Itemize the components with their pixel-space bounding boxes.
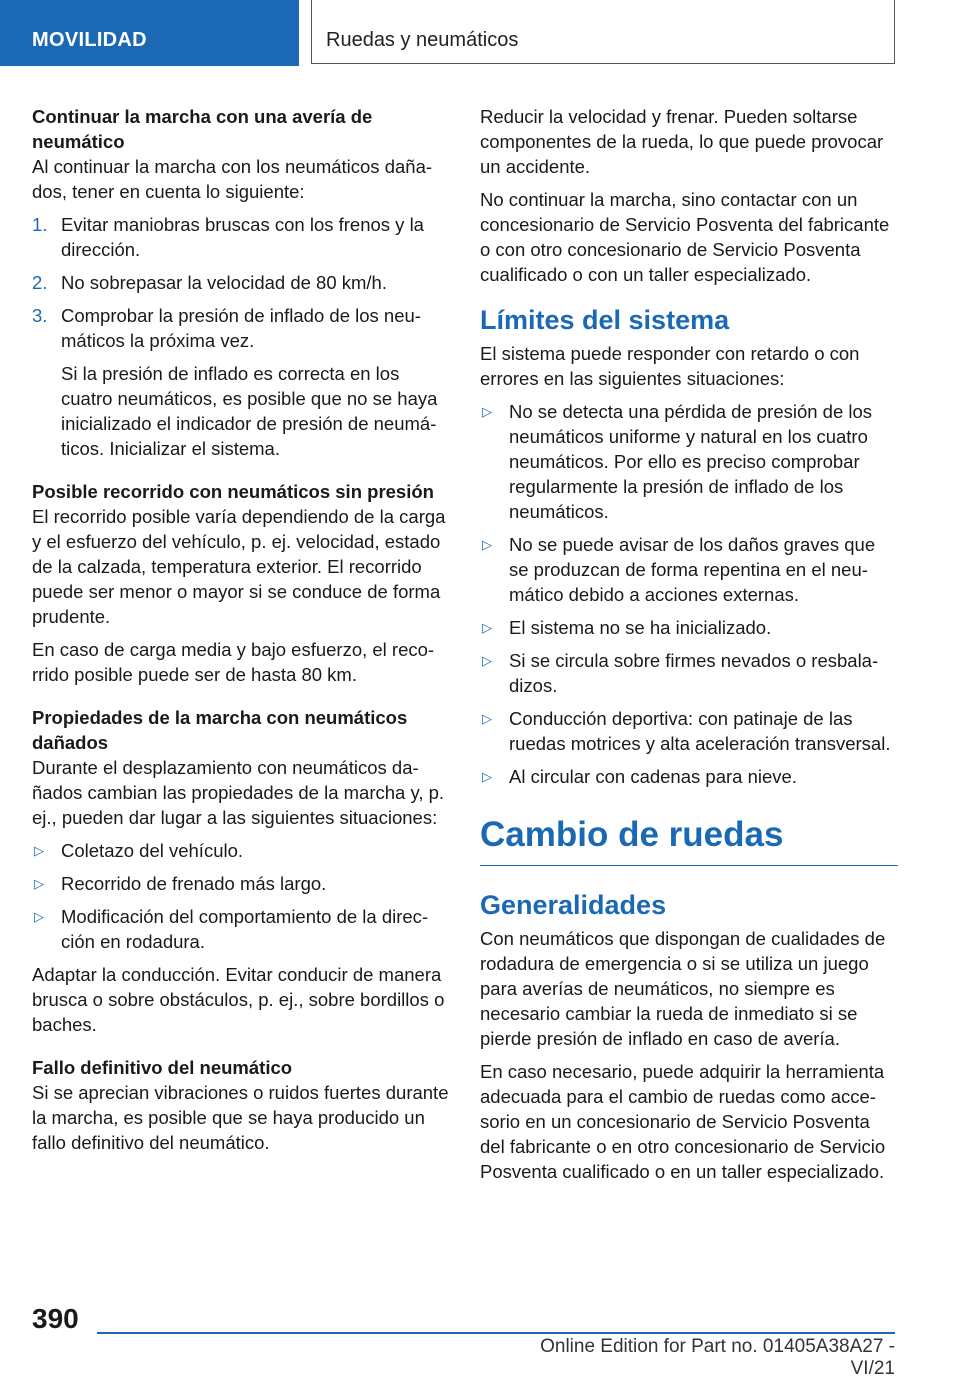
triangle-bullet-icon: ▷ (482, 537, 492, 552)
list-item (32, 212, 450, 262)
paragraph: El sistema puede responder con retardo o con errores en las siguientes situaciones: (480, 343, 860, 389)
paragraph: El recorrido posible varía dependiendo de la carga y el esfuerzo del vehículo, p. ej. velocidad, estado de la calzada, temperatura exterior. El recorrido puede ser menor o mayor si se conduce de forma prudente. (32, 506, 446, 627)
chapter-title: Ruedas y neumáticos (326, 29, 519, 51)
bullet-text: No se puede avisar de los daños graves que se produzcan de forma repentina en el neumático debido a acciones externas. (509, 534, 876, 605)
subheading-flat-tire-range: Posible recorrido con neumáticos sin presión (32, 481, 434, 502)
chapter-box (311, 0, 895, 64)
bullet-text: Si se circula sobre firmes nevados o resbaladizos. (509, 650, 879, 696)
bullet-text: Modificación del comportamiento de la dirección en rodadura. (61, 906, 429, 952)
step-number: 3. (32, 305, 48, 326)
bullet-text: Conducción deportiva: con patinaje de las ruedas motrices y alta aceleración transversal. (509, 708, 891, 754)
list-item (32, 270, 450, 295)
bullet-list (32, 838, 450, 954)
section-title: MOVILIDAD (32, 29, 147, 51)
step-note: Si la presión de inflado es correcta en los cuatro neumáticos, es posible que no se haya inicializado el indicador de presión de neumáticos. Inicializar el sistema. (61, 363, 438, 459)
list-item (480, 764, 898, 789)
step-number: 2. (32, 272, 48, 293)
heading-system-limits: Límites del sistema (480, 305, 730, 335)
bullet-text: Recorrido de frenado más largo. (61, 873, 327, 894)
triangle-bullet-icon: ▷ (482, 620, 492, 635)
chapter-heading: Cambio de ruedas (480, 811, 898, 866)
list-item (32, 303, 450, 461)
triangle-bullet-icon: ▷ (34, 843, 44, 858)
triangle-bullet-icon: ▷ (34, 876, 44, 891)
list-item (32, 871, 450, 896)
list-item (480, 648, 898, 698)
triangle-bullet-icon: ▷ (482, 404, 492, 419)
bullet-list (480, 399, 898, 789)
footer-divider (97, 1332, 895, 1334)
paragraph: Si se aprecian vibraciones o ruidos fuertes durante la marcha, es posible que se haya producido un fallo definitivo del neumático. (32, 1082, 449, 1153)
subheading-driving-properties: Propiedades de la marcha con neumáticos dañados (32, 707, 408, 753)
right-column (480, 104, 898, 1192)
left-column (32, 104, 450, 1163)
list-item (480, 532, 898, 607)
paragraph: Al continuar la marcha con los neumáticos dañados, tener en cuenta lo siguiente: (32, 156, 433, 202)
bullet-text: El sistema no se ha inicializado. (509, 617, 772, 638)
list-item (32, 904, 450, 954)
step-text: No sobrepasar la velocidad de 80 km/h. (61, 272, 387, 293)
paragraph: Reducir la velocidad y frenar. Pueden soltarse componentes de la rueda, lo que puede provocar un accidente. (480, 106, 884, 177)
step-text: Comprobar la presión de inflado de los neumáticos la próxima vez. (61, 305, 421, 351)
subheading-tire-failure: Fallo definitivo del neumático (32, 1057, 293, 1078)
list-item (480, 615, 898, 640)
triangle-bullet-icon: ▷ (482, 653, 492, 668)
paragraph: No continuar la marcha, sino contactar con un concesionario de Servicio Posventa del fabricante o con otro concesionario de Servicio Posventa cualificado o con un taller especializado. (480, 189, 890, 285)
list-item (480, 399, 898, 524)
paragraph: En caso de carga media y bajo esfuerzo, el recorrido posible puede ser de hasta 80 km. (32, 639, 435, 685)
bullet-text: Al circular con cadenas para nieve. (509, 766, 797, 787)
page-header (0, 0, 960, 66)
paragraph: Con neumáticos que dispongan de cualidades de rodadura de emergencia o si se utiliza un juego para averías de neumáticos, no siempre es necesario cambiar la rueda de inmediato si se pierde presión de inflado en caso de avería. (480, 928, 886, 1049)
bullet-text: Coletazo del vehículo. (61, 840, 244, 861)
page-number: 390 (32, 1303, 79, 1334)
paragraph: Durante el desplazamiento con neumáticos dañados cambian las propiedades de la marcha y, p. ej., pueden dar lugar a las siguientes situaciones: (32, 757, 445, 828)
section-tab (0, 0, 299, 66)
steps-list (32, 212, 450, 461)
paragraph: Adaptar la conducción. Evitar conducir de manera brusca o sobre obstáculos, p. ej., sobre bordillos o baches. (32, 964, 445, 1035)
triangle-bullet-icon: ▷ (482, 711, 492, 726)
footer-edition: Online Edition for Part no. 01405A38A27 - VI/21 (540, 1336, 895, 1379)
list-item (32, 838, 450, 863)
step-number: 1. (32, 214, 48, 235)
bullet-text: No se detecta una pérdida de presión de los neumáticos uniforme y natural en los cuatro neumáticos. Por ello es preciso comprobar regularmente la presión de inflado de los neumáticos. (509, 401, 873, 522)
triangle-bullet-icon: ▷ (34, 909, 44, 924)
triangle-bullet-icon: ▷ (482, 769, 492, 784)
subheading-continue-driving: Continuar la marcha con una avería de neumático (32, 106, 373, 152)
heading-general: Generalidades (480, 890, 667, 920)
list-item (480, 706, 898, 756)
step-text: Evitar maniobras bruscas con los frenos y la dirección. (61, 214, 424, 260)
paragraph: En caso necesario, puede adquirir la herramienta adecuada para el cambio de ruedas como accesorio en un concesionario de Servicio Posventa del fabricante o en otro concesionario de Servicio Posventa cualificado o en un taller especializado. (480, 1061, 886, 1182)
